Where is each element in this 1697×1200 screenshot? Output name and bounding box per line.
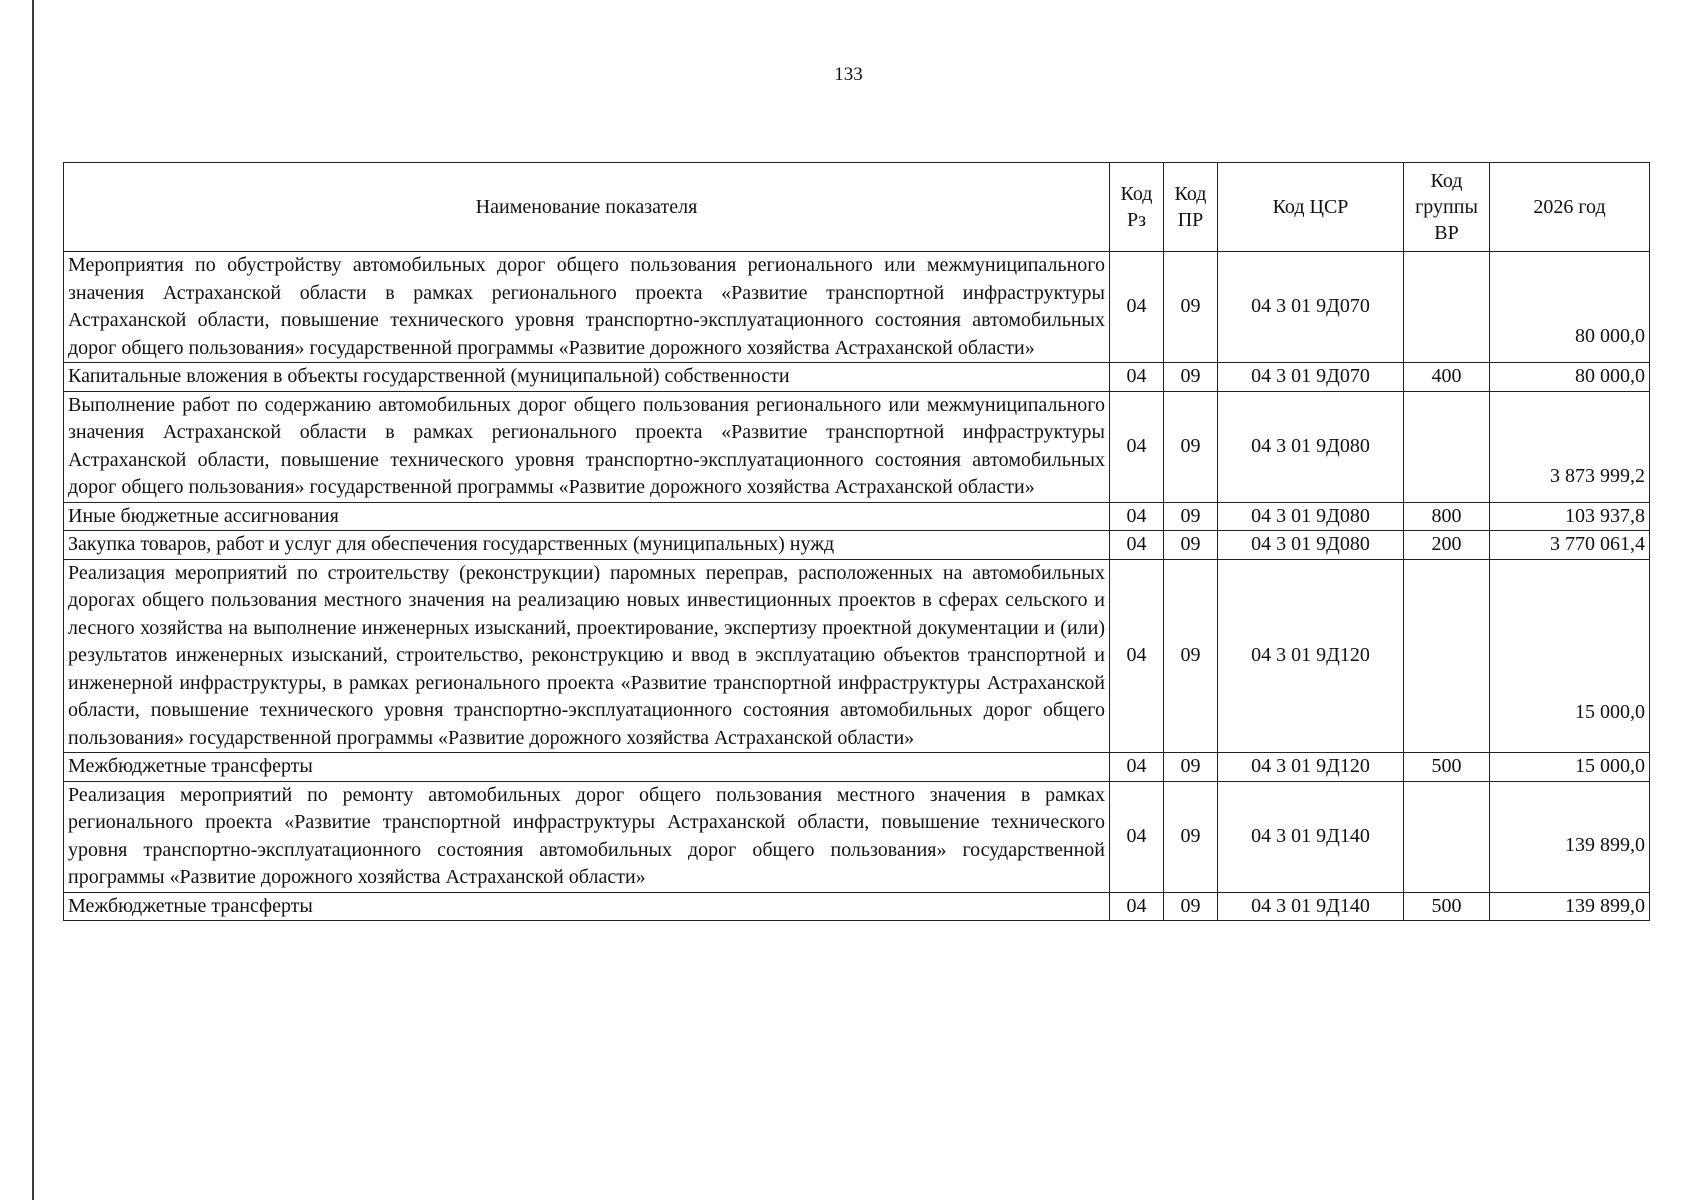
row-csr: 04 3 01 9Д140 bbox=[1218, 892, 1404, 921]
header-rz: Код Рз bbox=[1110, 163, 1164, 252]
row-amount: 15 000,0 bbox=[1490, 753, 1650, 782]
row-rz: 04 bbox=[1110, 781, 1164, 892]
header-pr: Код ПР bbox=[1164, 163, 1218, 252]
table-row bbox=[64, 252, 1650, 363]
table-header-row bbox=[64, 163, 1650, 252]
row-pr: 09 bbox=[1164, 559, 1218, 753]
table-row bbox=[64, 559, 1650, 753]
row-pr: 09 bbox=[1164, 531, 1218, 560]
row-name: Иные бюджетные ассигнования bbox=[64, 502, 1110, 531]
row-rz: 04 bbox=[1110, 391, 1164, 502]
row-csr: 04 3 01 9Д120 bbox=[1218, 559, 1404, 753]
row-amount: 3 873 999,2 bbox=[1490, 391, 1650, 502]
table-row bbox=[64, 892, 1650, 921]
table-row bbox=[64, 753, 1650, 782]
row-amount: 15 000,0 bbox=[1490, 559, 1650, 753]
page-binding-line bbox=[32, 0, 34, 1200]
row-vr bbox=[1404, 252, 1490, 363]
table-row bbox=[64, 781, 1650, 892]
row-pr: 09 bbox=[1164, 252, 1218, 363]
row-amount: 80 000,0 bbox=[1490, 363, 1650, 392]
row-amount: 3 770 061,4 bbox=[1490, 531, 1650, 560]
row-csr: 04 3 01 9Д080 bbox=[1218, 391, 1404, 502]
row-csr: 04 3 01 9Д080 bbox=[1218, 531, 1404, 560]
row-pr: 09 bbox=[1164, 391, 1218, 502]
row-rz: 04 bbox=[1110, 892, 1164, 921]
row-rz: 04 bbox=[1110, 502, 1164, 531]
table-row bbox=[64, 531, 1650, 560]
row-csr: 04 3 01 9Д140 bbox=[1218, 781, 1404, 892]
row-rz: 04 bbox=[1110, 559, 1164, 753]
table-row bbox=[64, 391, 1650, 502]
table-row bbox=[64, 363, 1650, 392]
header-name: Наименование показателя bbox=[64, 163, 1110, 252]
row-rz: 04 bbox=[1110, 753, 1164, 782]
row-pr: 09 bbox=[1164, 363, 1218, 392]
row-csr: 04 3 01 9Д120 bbox=[1218, 753, 1404, 782]
row-name: Выполнение работ по содержанию автомобильных дорог общего пользования регионального или межмуниципального значения Астраханской области в рамках регионального проекта «Развитие транспортной инфраструктуры Астраханской области, повышение технического уровня транспортно-эксплуатационного состояния автомобильных дорог общего пользования» государственной программы «Развитие дорожного хозяйства Астраханской области» bbox=[64, 391, 1110, 502]
header-year: 2026 год bbox=[1490, 163, 1650, 252]
row-amount: 139 899,0 bbox=[1490, 892, 1650, 921]
row-name: Межбюджетные трансферты bbox=[64, 753, 1110, 782]
row-vr: 500 bbox=[1404, 892, 1490, 921]
row-csr: 04 3 01 9Д070 bbox=[1218, 252, 1404, 363]
row-csr: 04 3 01 9Д080 bbox=[1218, 502, 1404, 531]
page-number: 133 bbox=[834, 64, 863, 85]
row-name: Межбюджетные трансферты bbox=[64, 892, 1110, 921]
budget-table bbox=[63, 162, 1650, 921]
row-pr: 09 bbox=[1164, 753, 1218, 782]
row-vr bbox=[1404, 391, 1490, 502]
row-name: Капитальные вложения в объекты государственной (муниципальной) собственности bbox=[64, 363, 1110, 392]
row-vr: 500 bbox=[1404, 753, 1490, 782]
row-amount: 80 000,0 bbox=[1490, 252, 1650, 363]
row-pr: 09 bbox=[1164, 781, 1218, 892]
row-csr: 04 3 01 9Д070 bbox=[1218, 363, 1404, 392]
table-row bbox=[64, 502, 1650, 531]
row-vr bbox=[1404, 781, 1490, 892]
row-pr: 09 bbox=[1164, 892, 1218, 921]
row-pr: 09 bbox=[1164, 502, 1218, 531]
row-rz: 04 bbox=[1110, 252, 1164, 363]
row-name: Реализация мероприятий по строительству (реконструкции) паромных переправ, расположенных на автомобильных дорогах общего пользования местного значения на реализацию новых инвестиционных проектов в сферах сельского и лесного хозяйства на выполнение инженерных изысканий, проектирование, экспертизу проектной документации и (или) результатов инженерных изысканий, строительство, реконструкцию и ввод в эксплуатацию объектов транспортной и инженерной инфраструктуры, в рамках регионального проекта «Развитие транспортной инфраструктуры Астраханской области, повышение технического уровня транспортно-эксплуатационного состояния автомобильных дорог общего пользования» государственной программы «Развитие дорожного хозяйства Астраханской области» bbox=[64, 559, 1110, 753]
row-vr bbox=[1404, 559, 1490, 753]
row-name: Мероприятия по обустройству автомобильных дорог общего пользования регионального или межмуниципального значения Астраханской области в рамках регионального проекта «Развитие транспортной инфраструктуры Астраханской области, повышение технического уровня транспортно-эксплуатационного состояния автомобильных дорог общего пользования» государственной программы «Развитие дорожного хозяйства Астраханской области» bbox=[64, 252, 1110, 363]
header-csr: Код ЦСР bbox=[1218, 163, 1404, 252]
row-name: Закупка товаров, работ и услуг для обеспечения государственных (муниципальных) нужд bbox=[64, 531, 1110, 560]
row-vr: 400 bbox=[1404, 363, 1490, 392]
header-vr: Код группы ВР bbox=[1404, 163, 1490, 252]
row-vr: 200 bbox=[1404, 531, 1490, 560]
row-vr: 800 bbox=[1404, 502, 1490, 531]
row-rz: 04 bbox=[1110, 363, 1164, 392]
row-amount: 139 899,0 bbox=[1490, 781, 1650, 892]
row-amount: 103 937,8 bbox=[1490, 502, 1650, 531]
row-name: Реализация мероприятий по ремонту автомобильных дорог общего пользования местного значения в рамках регионального проекта «Развитие транспортной инфраструктуры Астраханской области, повышение технического уровня транспортно-эксплуатационного состояния автомобильных дорог общего пользования» государственной программы «Развитие дорожного хозяйства Астраханской области» bbox=[64, 781, 1110, 892]
row-rz: 04 bbox=[1110, 531, 1164, 560]
